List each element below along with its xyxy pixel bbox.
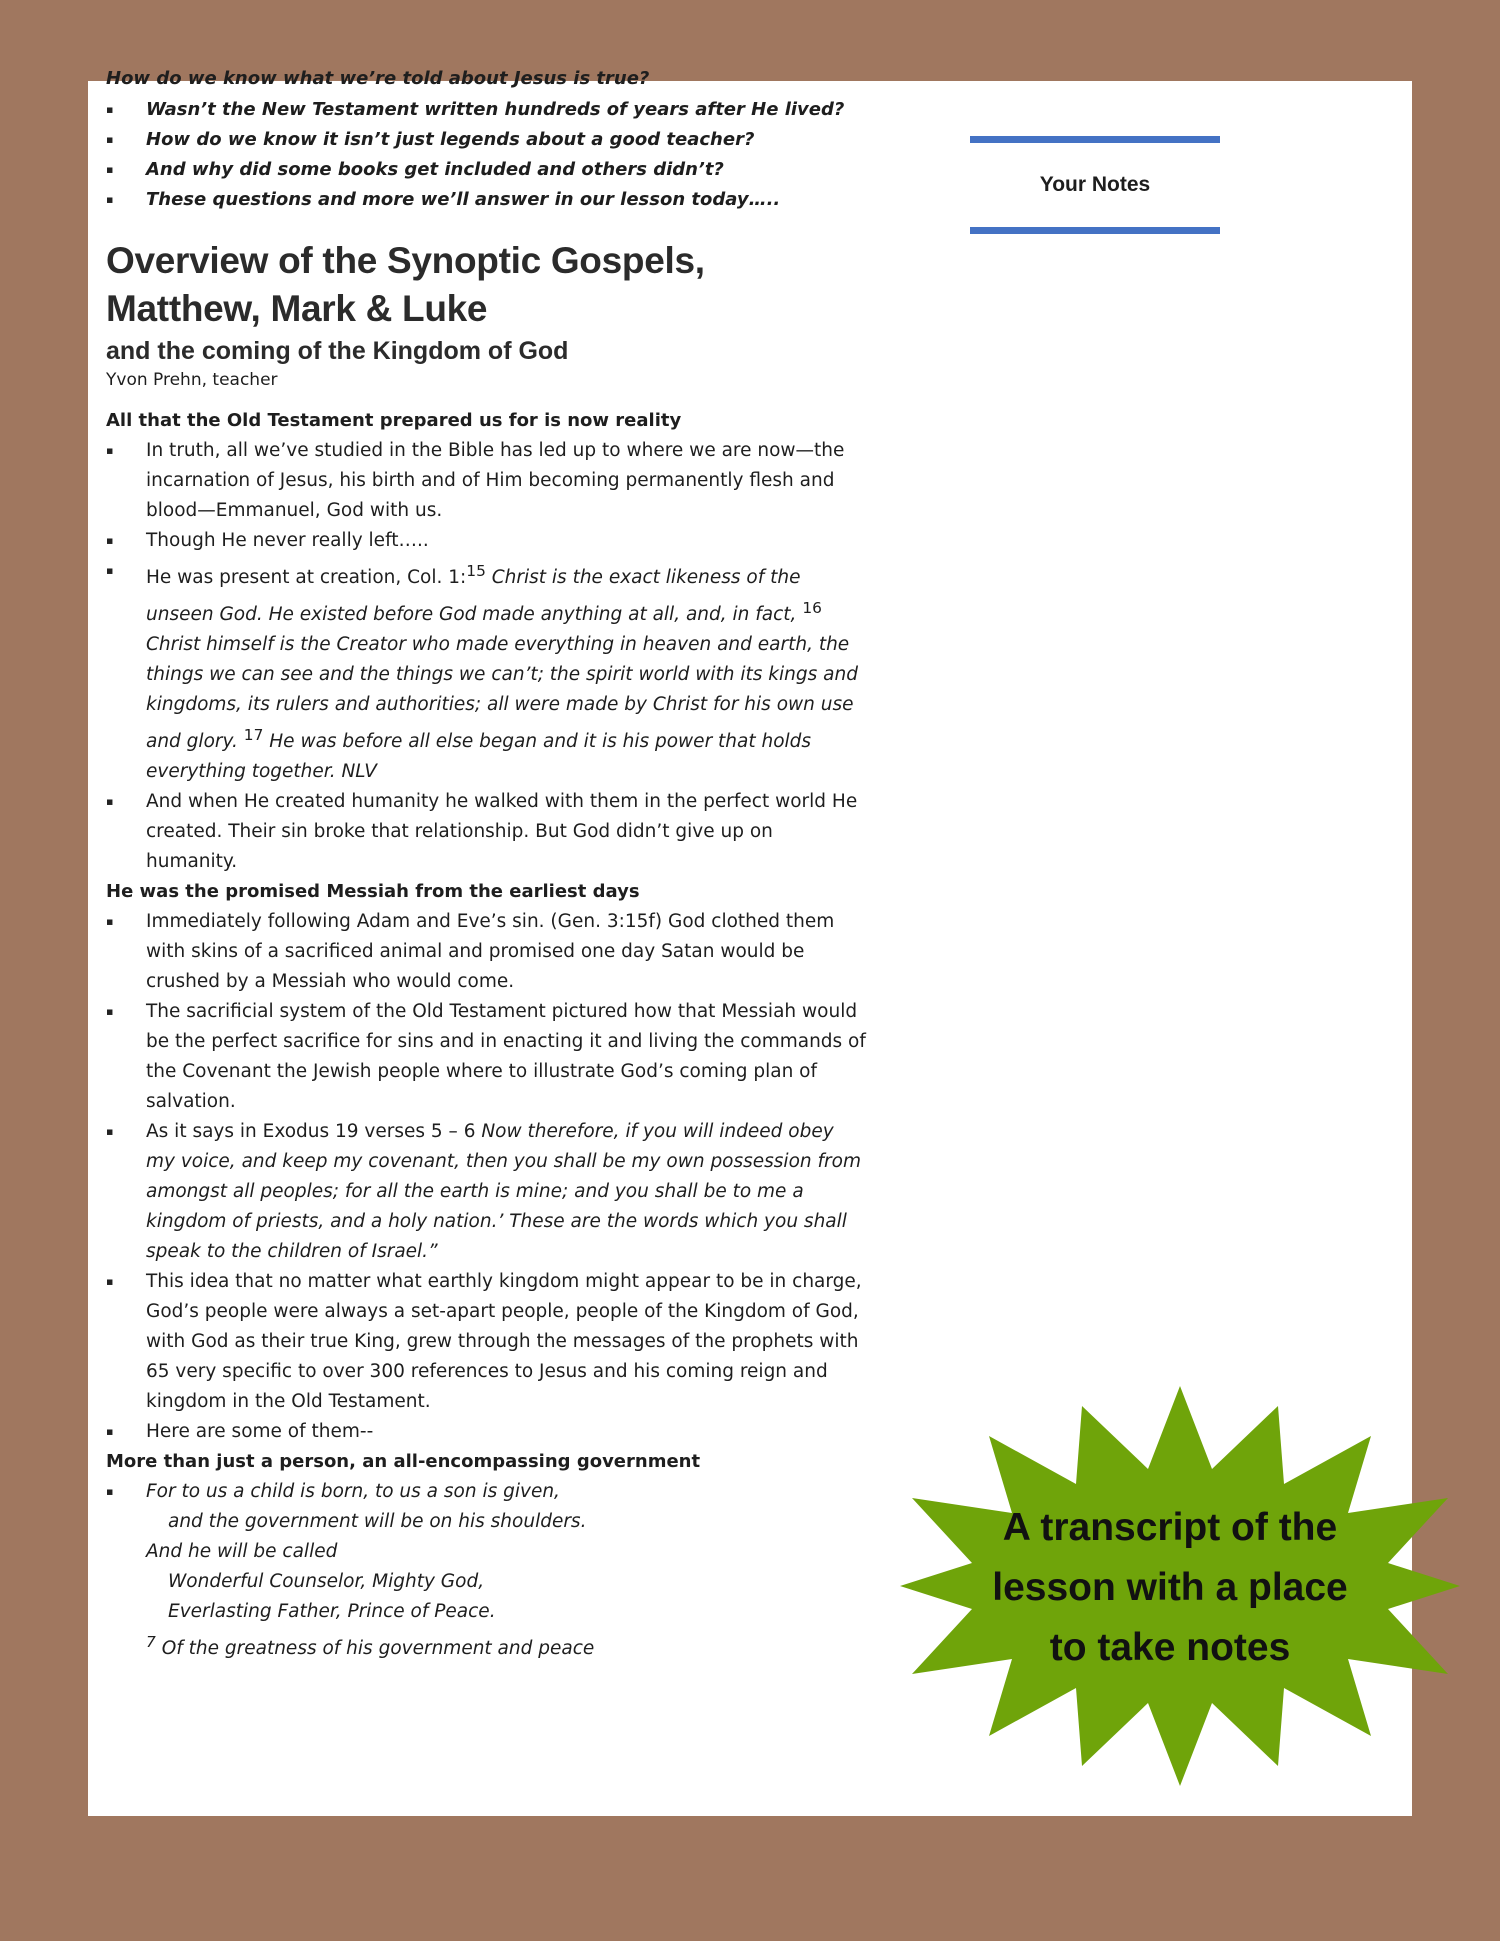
list-item: ▪ The sacrificial system of the Old Testament pictured how that Messiah would be the perfect sacrifice for sins and in enacting it and living the commands of the Covenant the Jewish people where to illustrate God’s coming plan of salvation.: [106, 997, 866, 1117]
document-content: [106, 68, 866, 1665]
notes-label: Your Notes: [1039, 173, 1151, 196]
list-item: ▪ In truth, all we’ve studied in the Bible has led up to where we are now—the incarnation of Jesus, his birth and of Him becoming permanently flesh and blood—Emmanuel, God with us.: [106, 436, 866, 526]
badge-line: lesson with a place: [992, 1566, 1348, 1609]
intro-bullet: ▪ Wasn’t the New Testament written hundreds of years after He lived?: [106, 95, 866, 125]
section3-bullets: [106, 1477, 866, 1507]
scripture-line: Wonderful Counselor, Mighty God,: [168, 1571, 485, 1593]
list-item: ▪ Immediately following Adam and Eve’s sin. (Gen. 3:15f) God clothed them with skins of a sacrificed animal and promised one day Satan would be crushed by a Messiah who would come.: [106, 907, 866, 997]
list-item: ▪ This idea that no matter what earthly kingdom might appear to be in charge, God’s people were always a set-apart people, people of the Kingdom of God, with God as their true King, grew through the messages of the prophets with 65 very specific to over 300 references to Jesus and his coming reign and kingdom in the Old Testament.: [106, 1267, 866, 1417]
scripture-line: [106, 1627, 866, 1664]
list-item: ▪ And when He created humanity he walked with them in the perfect world He created. Their sin broke that relationship. But God didn’t give up on humanity.: [106, 787, 866, 877]
page-subtitle: and the coming of the Kingdom of God: [106, 337, 569, 365]
scripture-text: Of the greatness of his government and peace: [155, 1638, 595, 1660]
teacher-byline: Yvon Prehn, teacher: [106, 370, 278, 390]
list-item: ▪ Though He never really left…..: [106, 526, 866, 556]
verse-number: 7: [146, 1633, 156, 1652]
scripture-line: Everlasting Father, Prince of Peace.: [168, 1601, 496, 1623]
scripture-quote: He was before all else began and it is his power that holds everything together. NLV: [146, 731, 812, 783]
scripture-quote: Now therefore, if you will indeed obey my voice, and keep my covenant, then you shall be my own possession from amongst all peoples; for all the earth is mine; and you shall be to me a kingdom of priests, and a holy nation.’ These are the words which you shall speak to the children of Israel.”: [146, 1121, 861, 1263]
list-item: [106, 556, 866, 787]
section-heading: He was the promised Messiah from the earliest days: [106, 881, 640, 903]
section-heading: All that the Old Testament prepared us for is now reality: [106, 410, 682, 431]
verse-number: 17: [243, 726, 264, 745]
verse-number: 15: [466, 562, 486, 580]
intro-question: How do we know what we’re told about Jesus is true?: [106, 68, 650, 89]
intro-bullet: ▪ And why did some books get included and others didn’t?: [106, 155, 866, 185]
list-item-lead: As it says in Exodus 19 verses 5 – 6: [146, 1121, 482, 1143]
badge-line: to take notes: [1049, 1626, 1291, 1669]
verse-number: 16: [802, 599, 822, 618]
section-heading: More than just a person, an all-encompassing government: [106, 1451, 701, 1473]
scripture-line: and the government will be on his shoulders.: [168, 1511, 587, 1533]
section2-bullets: [106, 907, 866, 1447]
list-item-lead: He was present at creation, Col. 1:: [146, 567, 467, 589]
scripture-line: ▪ For to us a child is born, to us a son is given,: [106, 1477, 866, 1507]
list-item: [106, 1117, 866, 1267]
badge-text: [970, 1498, 1370, 1678]
page-title: Overview of the Synoptic Gospels, Matthew, Mark & Luke: [106, 240, 705, 329]
section1-bullets: [106, 436, 866, 877]
badge-line: A transcript of the: [1002, 1506, 1338, 1549]
your-notes-box: [970, 136, 1220, 234]
scripture-quote: Christ himself is the Creator who made everything in heaven and earth, the things we can see and the things we can’t; the spirit world with its kings and kingdoms, its rulers and authorities; all were made by Christ for his own use and glory.: [146, 634, 858, 753]
scripture-quote: Christ is the exact likeness of the unseen God. He existed before God made anything at all, and, in fact,: [146, 567, 803, 626]
list-item: ▪ Here are some of them--: [106, 1417, 866, 1447]
intro-bullet: ▪ These questions and more we’ll answer in our lesson today…..: [106, 185, 866, 215]
scripture-line: And he will be called: [146, 1541, 338, 1563]
intro-bullet: ▪ How do we know it isn’t just legends about a good teacher?: [106, 125, 866, 155]
intro-bullets: [106, 95, 866, 215]
